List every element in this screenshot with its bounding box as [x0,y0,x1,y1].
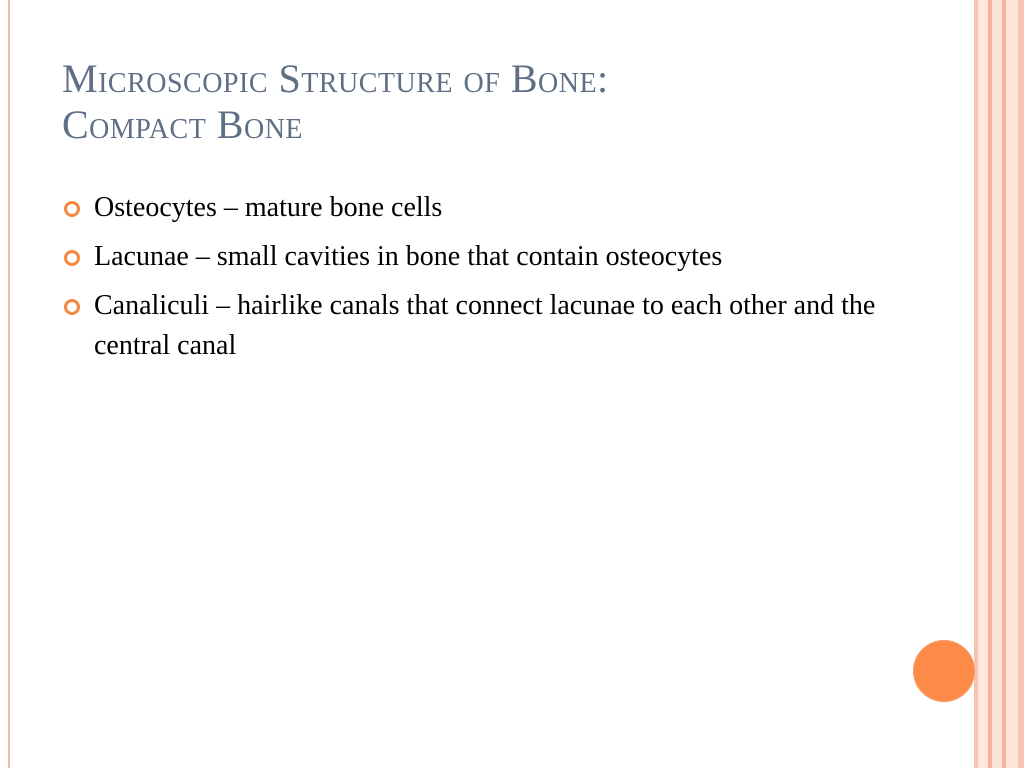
list-item [62,237,882,277]
bullet-text: Osteocytes – mature bone cells [94,192,443,223]
bullet-list [62,188,882,375]
list-item [62,286,882,366]
list-item [62,188,882,228]
decorative-circle-icon [913,640,975,702]
left-border-line [8,0,10,768]
circle-bullet-icon [64,250,80,266]
bullet-text: Lacunae – small cavities in bone that contain osteocytes [94,241,723,272]
stripe [992,0,1002,768]
stripe [1006,0,1018,768]
slide-title-line-2: Compact Bone [62,102,304,147]
circle-bullet-icon [64,299,80,315]
stripe [978,0,988,768]
bullet-text: Canaliculi – hairlike canals that connect lacunae to each other and the central canal [94,290,876,361]
right-decorative-stripes [974,0,1024,768]
slide-title-line-1: Microscopic Structure of Bone: [62,56,609,101]
circle-bullet-icon [64,201,80,217]
stripe [1018,0,1024,768]
slide-title [62,56,922,148]
